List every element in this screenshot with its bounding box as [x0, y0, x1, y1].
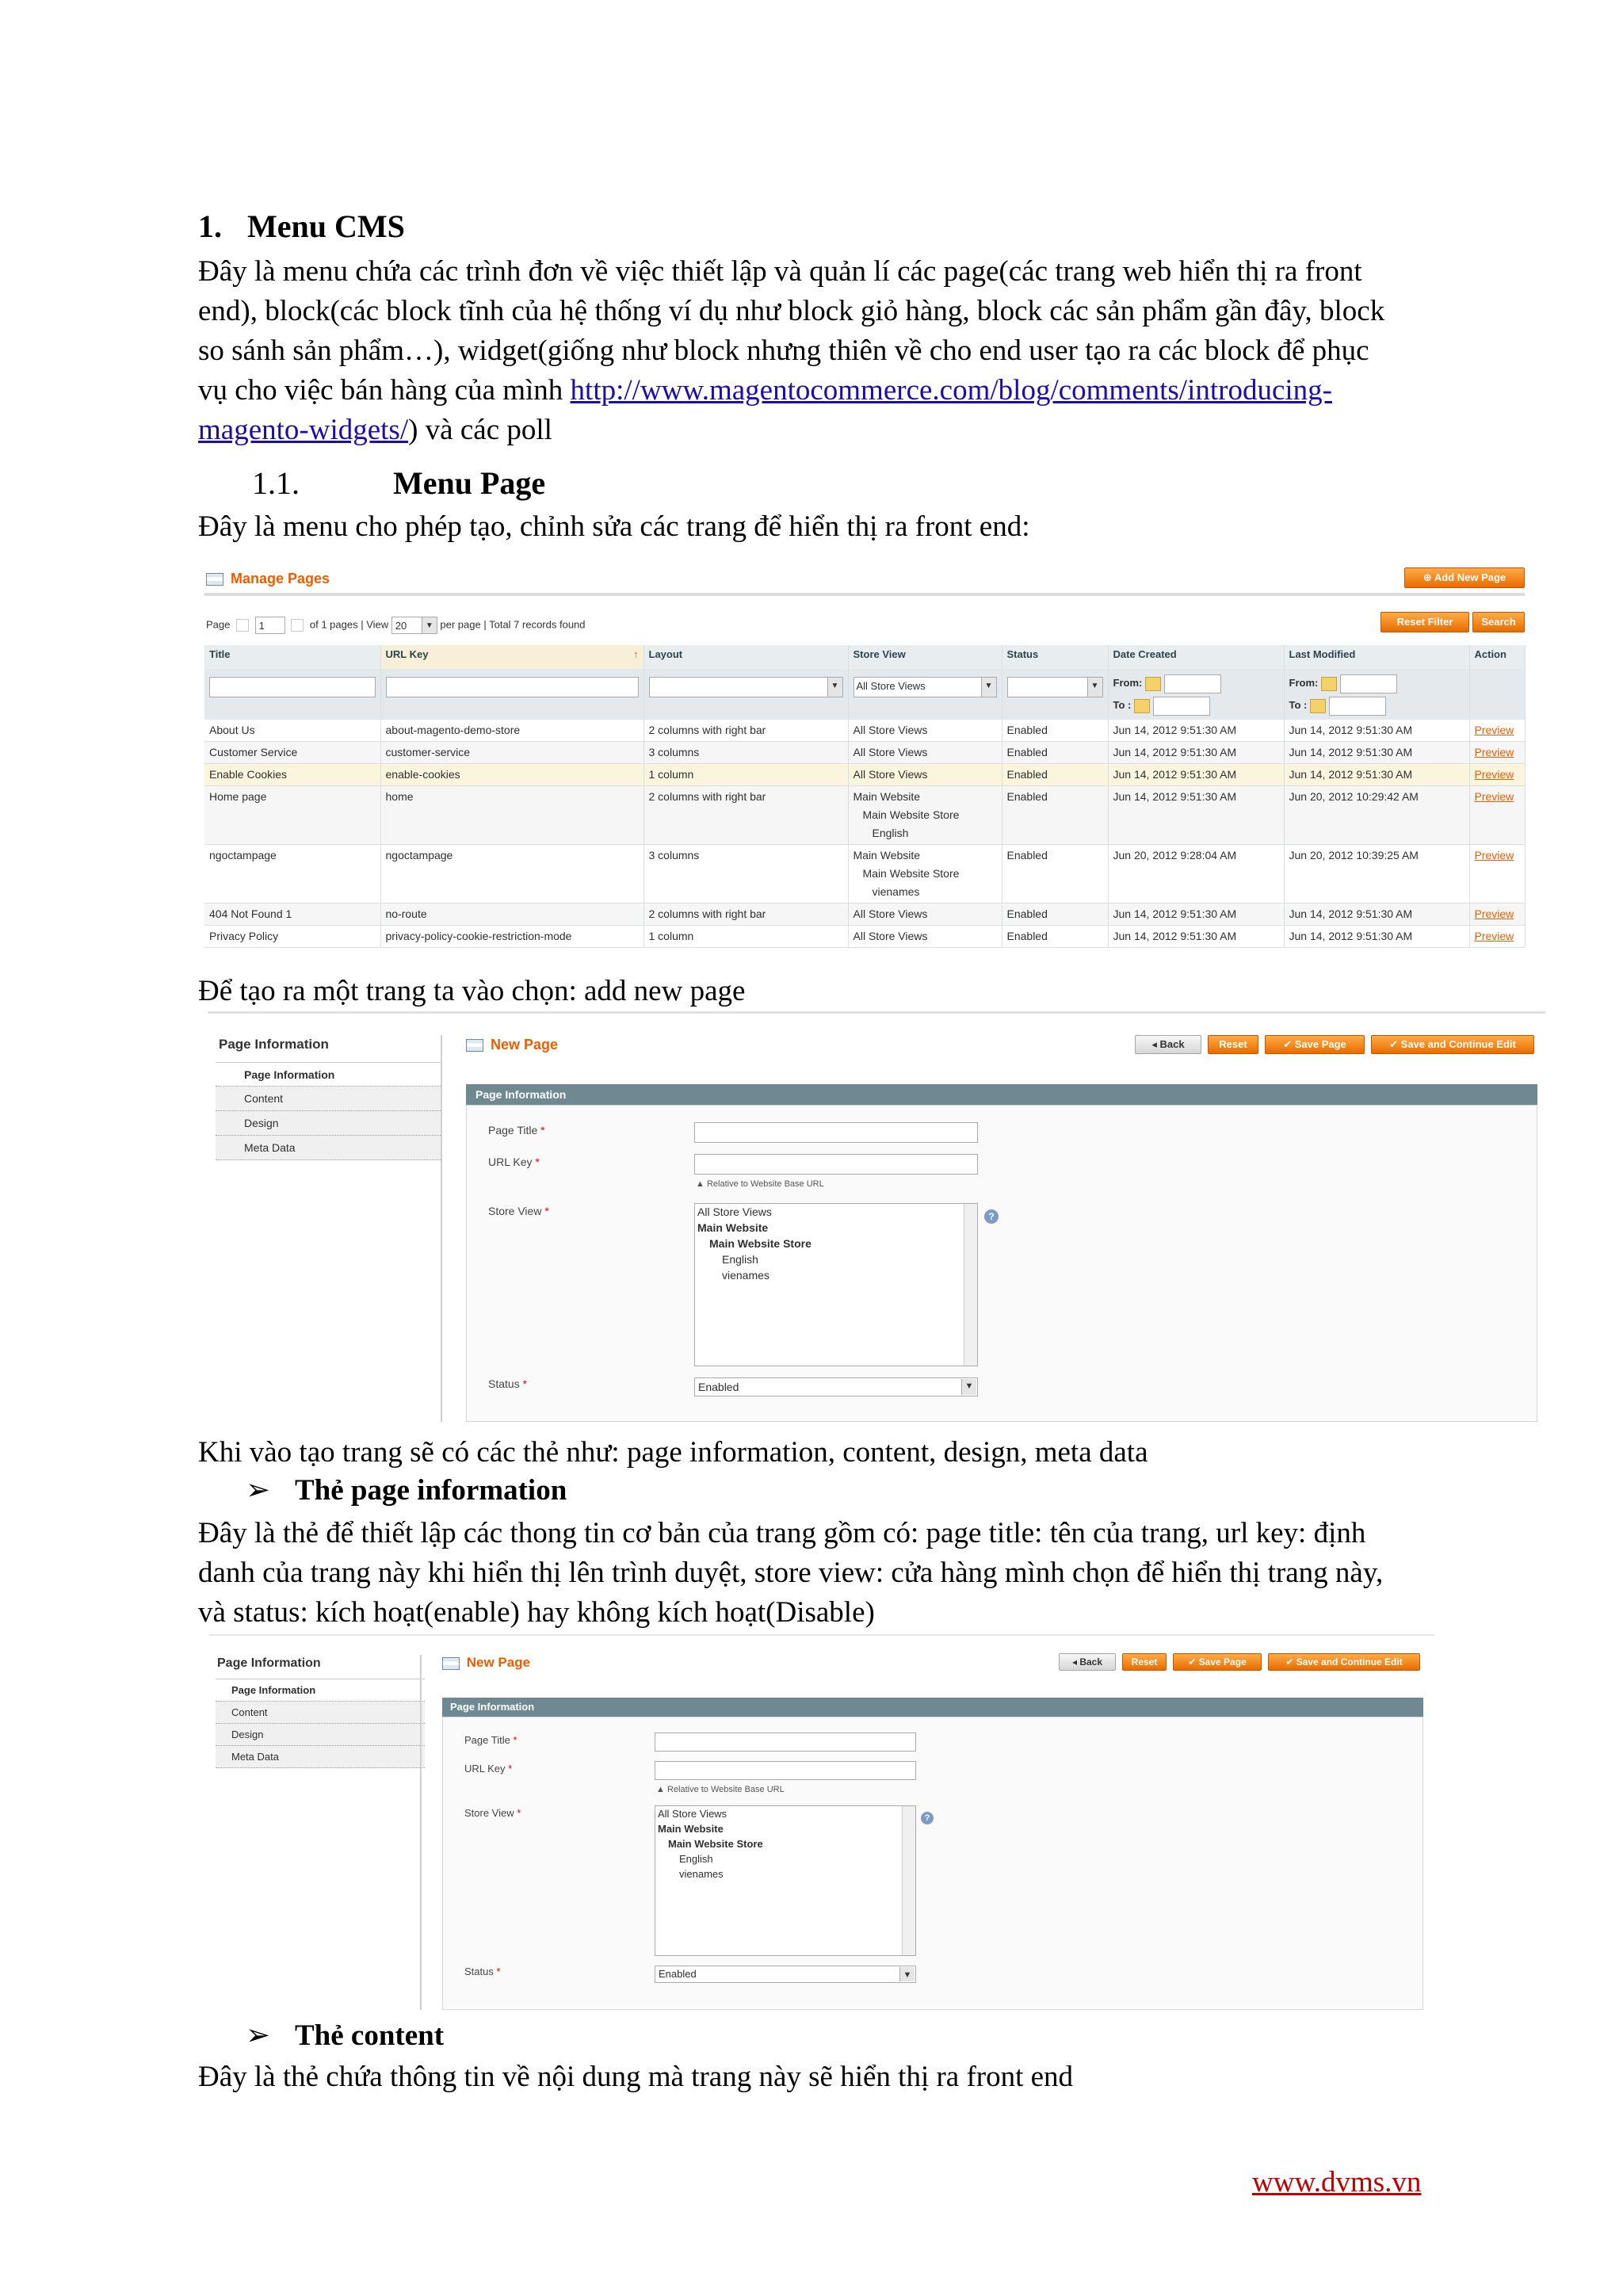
from-label: From:: [1289, 677, 1319, 689]
label-text: Store View: [464, 1807, 514, 1819]
back-button[interactable]: [1059, 1653, 1116, 1671]
save-continue-button[interactable]: [1371, 1035, 1534, 1054]
modified-from-input[interactable]: [1340, 674, 1397, 693]
records-total: Total 7 records found: [489, 618, 586, 631]
label-text: Status: [488, 1377, 520, 1390]
save-continue-label: Save and Continue Edit: [1296, 1656, 1403, 1668]
label-text: URL Key: [464, 1763, 506, 1775]
created-to: [1113, 694, 1279, 716]
cell-url: enable-cookies: [380, 764, 643, 786]
note-text: Relative to Website Base URL: [666, 1785, 785, 1794]
required-icon: *: [540, 1124, 545, 1137]
required-icon: *: [508, 1763, 513, 1775]
preview-link[interactable]: Preview: [1474, 907, 1514, 920]
table-row[interactable]: [204, 926, 1525, 948]
modified-to-input[interactable]: [1329, 697, 1386, 716]
store-option[interactable]: vienames: [722, 1269, 769, 1282]
back-label: Back: [1159, 1038, 1185, 1050]
cell-store: All Store Views: [848, 904, 1002, 926]
new-page-screenshot: [208, 1011, 1545, 1423]
cell-created: Jun 14, 2012 9:51:30 AM: [1108, 742, 1284, 764]
cell-url: customer-service: [380, 742, 643, 764]
page-title-label: [488, 1124, 545, 1137]
url-key-note: [696, 1179, 824, 1189]
section-heading: [198, 208, 405, 245]
store-option[interactable]: English: [722, 1253, 758, 1266]
url-key-label: [464, 1763, 512, 1775]
cell-status: Enabled: [1002, 720, 1108, 742]
cell-created: Jun 14, 2012 9:51:30 AM: [1108, 786, 1284, 845]
url-key-input[interactable]: [694, 1154, 978, 1175]
column-header[interactable]: Status: [1002, 645, 1108, 669]
tab-page-information[interactable]: Page Information: [216, 1063, 441, 1087]
sidebar-title: Page Information: [217, 1656, 321, 1670]
store-option[interactable]: All Store Views: [658, 1808, 727, 1820]
cell-url: about-magento-demo-store: [380, 720, 643, 742]
cell-layout: 2 columns with right bar: [643, 786, 848, 845]
chevron-down-icon: ▼: [1087, 678, 1102, 697]
intro-line: end), block(các block tĩnh của hệ thống ví dụ như block giỏ hàng, block các sản phẩm gần đây, block: [198, 295, 1385, 327]
grid-header-row: [204, 645, 1525, 669]
column-header-label: URL Key: [385, 648, 429, 660]
cell-modified: Jun 14, 2012 9:51:30 AM: [1284, 742, 1469, 764]
pager-of-pages: of 1 pages: [309, 618, 358, 631]
sidebar-divider: [420, 1655, 422, 2010]
subsection-number: 1.1.: [252, 465, 300, 501]
required-icon: *: [544, 1205, 549, 1217]
status-value: Enabled: [698, 1381, 739, 1393]
arrow-bullet-icon: ➢: [246, 1474, 271, 1507]
save-continue-label: Save and Continue Edit: [1400, 1038, 1516, 1050]
tab-content[interactable]: Content: [216, 1702, 425, 1724]
intro-line-text: ) và các poll: [408, 414, 552, 446]
prev-page-icon[interactable]: [236, 619, 249, 632]
subsection-title: Menu Page: [393, 465, 546, 501]
calendar-icon[interactable]: [1321, 677, 1337, 691]
column-header: Action: [1469, 645, 1525, 669]
back-arrow-icon: ◂: [1071, 1656, 1080, 1668]
section-number: 1.: [198, 208, 222, 244]
check-icon: ✔: [1389, 1038, 1401, 1050]
store-website: Main Website: [853, 790, 921, 803]
status-filter-select[interactable]: [1007, 677, 1103, 697]
status-label: [464, 1966, 501, 1977]
cell-modified: Jun 20, 2012 10:29:42 AM: [1284, 786, 1469, 845]
page-title: Manage Pages: [231, 571, 330, 586]
back-arrow-icon: ◂: [1151, 1038, 1160, 1050]
pager-label: Page: [206, 618, 231, 631]
help-icon[interactable]: ?: [984, 1209, 999, 1224]
tab-meta-data[interactable]: Meta Data: [216, 1746, 425, 1768]
preview-link[interactable]: Preview: [1474, 790, 1514, 803]
intro-line-text: vụ cho việc bán hàng của mình: [198, 374, 571, 407]
note-arrow-icon: ▲: [656, 1785, 667, 1794]
cell-layout: 2 columns with right bar: [643, 720, 848, 742]
required-icon: *: [513, 1734, 517, 1746]
cell-store: All Store Views: [848, 926, 1002, 948]
column-header[interactable]: Layout: [643, 645, 848, 669]
cell-status: Enabled: [1002, 926, 1108, 948]
bullet-content: [246, 2018, 444, 2053]
filter-row: [204, 669, 1525, 720]
required-icon: *: [535, 1156, 540, 1168]
sort-arrow-icon: ↑: [633, 648, 639, 660]
cell-created: Jun 14, 2012 9:51:30 AM: [1108, 764, 1284, 786]
calendar-icon[interactable]: [1145, 677, 1161, 691]
bullet-title: Thẻ content: [295, 2019, 445, 2052]
sidebar-title: Page Information: [219, 1037, 329, 1052]
column-header[interactable]: Last Modified: [1284, 645, 1469, 669]
store-view: English: [872, 827, 909, 839]
column-header[interactable]: Title: [204, 645, 380, 669]
status-select[interactable]: [694, 1377, 978, 1396]
pages-grid: [204, 645, 1526, 948]
cell-title: Home page: [204, 786, 380, 845]
tab-design[interactable]: Design: [216, 1111, 441, 1136]
cell-title: Enable Cookies: [204, 764, 380, 786]
manage-pages-screenshot: [204, 564, 1525, 968]
store-filter-select[interactable]: [854, 677, 997, 697]
cell-title: Customer Service: [204, 742, 380, 764]
cell-store: All Store Views: [848, 720, 1002, 742]
preview-link[interactable]: Preview: [1474, 724, 1514, 736]
add-new-page-button[interactable]: [1404, 567, 1525, 588]
required-icon: *: [496, 1966, 501, 1977]
scrollbar[interactable]: [902, 1806, 915, 1955]
status-value: Enabled: [659, 1968, 697, 1980]
page-input[interactable]: 1: [255, 617, 285, 634]
store-group: Main Website Store: [862, 808, 960, 821]
title-filter-input[interactable]: [209, 677, 376, 697]
cell-layout: 3 columns: [643, 845, 848, 904]
note-text: Relative to Website Base URL: [706, 1179, 824, 1189]
cell-modified: Jun 14, 2012 9:51:30 AM: [1284, 926, 1469, 948]
table-row[interactable]: [204, 786, 1525, 845]
save-continue-button[interactable]: [1268, 1653, 1420, 1671]
sidebar-divider: [441, 1035, 442, 1422]
tab-content[interactable]: Content: [216, 1087, 441, 1111]
store-view: vienames: [872, 885, 920, 898]
calendar-icon[interactable]: [1134, 699, 1150, 713]
store-group: Main Website Store: [862, 867, 960, 880]
chevron-down-icon: ▼: [422, 617, 437, 633]
chevron-down-icon: ▼: [899, 1967, 915, 1981]
cell-store: [848, 845, 1002, 904]
page-info-description: [198, 1514, 1434, 1633]
store-option-group: Main Website Store: [709, 1237, 812, 1250]
store-option-group: Main Website: [658, 1823, 724, 1835]
subsection-text: Đây là menu cho phép tạo, chỉnh sửa các trang để hiển thị ra front end:: [198, 510, 1030, 543]
form-header: [466, 1037, 558, 1053]
table-row[interactable]: [204, 742, 1525, 764]
store-option[interactable]: All Store Views: [697, 1205, 772, 1218]
intro-line: so sánh sản phẩm…), widget(giống như block nhưng thiên về cho end user tạo ra các block để phục: [198, 334, 1369, 367]
cell-status: Enabled: [1002, 764, 1108, 786]
search-button[interactable]: Search: [1472, 612, 1525, 632]
to-label: To :: [1289, 699, 1308, 711]
cell-status: Enabled: [1002, 845, 1108, 904]
url-key-input[interactable]: [655, 1761, 916, 1780]
page-title-label: [464, 1734, 517, 1746]
plus-icon: ⊕: [1423, 571, 1434, 583]
cell-modified: Jun 20, 2012 10:39:25 AM: [1284, 845, 1469, 904]
scrollbar[interactable]: [964, 1204, 977, 1366]
table-row[interactable]: [204, 904, 1525, 926]
created-to-input[interactable]: [1153, 697, 1210, 716]
section-title: Menu CMS: [247, 208, 405, 244]
chevron-down-icon: ▼: [981, 678, 996, 697]
page-tabs: [216, 1062, 441, 1160]
page-tabs: [216, 1679, 425, 1768]
status-select[interactable]: [655, 1966, 916, 1983]
to-label: To :: [1113, 699, 1132, 711]
description-line: và status: kích hoạt(enable) hay không kích hoạt(Disable): [198, 1596, 875, 1629]
table-row[interactable]: [204, 720, 1525, 742]
per-page-value: 20: [395, 620, 407, 632]
cell-title: Privacy Policy: [204, 926, 380, 948]
new-page-screenshot-2: [209, 1634, 1434, 2015]
form-title: New Page: [466, 1655, 531, 1670]
divider: [209, 1634, 1434, 1636]
content-description: Đây là thẻ chứa thông tin về nội dung mà trang này sẽ hiển thị ra front end: [198, 2061, 1074, 2093]
tab-design[interactable]: Design: [216, 1724, 425, 1746]
label-text: Store View: [488, 1205, 542, 1217]
label-text: URL Key: [488, 1156, 533, 1168]
subsection-heading: [252, 464, 545, 502]
from-label: From:: [1113, 677, 1143, 689]
cell-url: ngoctampage: [380, 845, 643, 904]
cell-modified: Jun 14, 2012 9:51:30 AM: [1284, 904, 1469, 926]
back-button[interactable]: [1135, 1035, 1201, 1054]
required-icon: *: [517, 1807, 521, 1819]
grid-icon: [466, 1039, 483, 1052]
modified-from: [1289, 672, 1465, 694]
cell-url: privacy-policy-cookie-restriction-mode: [380, 926, 643, 948]
bullet-title: Thẻ page information: [295, 1474, 567, 1507]
created-from: [1113, 672, 1279, 694]
footer-link[interactable]: www.dvms.vn: [1252, 2166, 1422, 2199]
fieldset-header: Page Information: [466, 1084, 1537, 1105]
preview-link[interactable]: Preview: [1474, 746, 1514, 758]
check-icon: ✔: [1283, 1038, 1295, 1050]
save-label: Save Page: [1198, 1656, 1247, 1668]
store-option-group: Main Website Store: [668, 1838, 763, 1850]
intro-line: Đây là menu chứa các trình đơn về việc thiết lập và quản lí các page(các trang web hiển thị ra front: [198, 255, 1362, 288]
calendar-icon[interactable]: [1310, 699, 1326, 713]
created-from-input[interactable]: [1164, 674, 1221, 693]
grid-icon: [206, 573, 223, 586]
tab-meta-data[interactable]: Meta Data: [216, 1136, 441, 1160]
cell-created: Jun 14, 2012 9:51:30 AM: [1108, 904, 1284, 926]
preview-link[interactable]: Preview: [1474, 768, 1514, 781]
label-text: Page Title: [488, 1124, 538, 1137]
cell-layout: 2 columns with right bar: [643, 904, 848, 926]
table-row[interactable]: [204, 845, 1525, 904]
column-header[interactable]: Store View: [848, 645, 1002, 669]
cell-layout: 3 columns: [643, 742, 848, 764]
column-header-sorted[interactable]: [380, 645, 643, 669]
reset-filter-button[interactable]: Reset Filter: [1381, 612, 1469, 632]
label-text: Page Title: [464, 1734, 510, 1746]
preview-link[interactable]: Preview: [1474, 930, 1514, 942]
cell-title: ngoctampage: [204, 845, 380, 904]
page-title-input[interactable]: [655, 1733, 916, 1752]
cell-url: no-route: [380, 904, 643, 926]
section-intro: [198, 252, 1434, 450]
cell-title: About Us: [204, 720, 380, 742]
check-icon: ✔: [1285, 1656, 1296, 1668]
url-filter-input[interactable]: [386, 677, 639, 697]
save-page-button[interactable]: [1173, 1653, 1262, 1671]
cell-modified: Jun 14, 2012 9:51:30 AM: [1284, 764, 1469, 786]
store-view-multiselect[interactable]: [655, 1805, 916, 1956]
save-label: Save Page: [1294, 1038, 1346, 1050]
fieldset-body: [442, 1717, 1423, 2010]
widgets-link[interactable]: http://www.magentocommerce.com/blog/comments/introducing-: [570, 374, 1332, 407]
widgets-link-cont[interactable]: magento-widgets/: [198, 414, 409, 446]
chevron-down-icon: ▼: [961, 1379, 976, 1395]
table-row-highlighted[interactable]: [204, 764, 1525, 786]
pager-view-label: View: [366, 618, 389, 631]
cell-url: home: [380, 786, 643, 845]
cell-created: Jun 14, 2012 9:51:30 AM: [1108, 926, 1284, 948]
column-header[interactable]: Date Created: [1108, 645, 1284, 669]
cell-store: All Store Views: [848, 742, 1002, 764]
reset-button[interactable]: Reset: [1208, 1035, 1258, 1054]
per-page-select[interactable]: [391, 617, 437, 634]
description-line: Đây là thẻ để thiết lập các thong tin cơ bản của trang gồm có: page title: tên của trang, url key: định: [198, 1517, 1366, 1549]
store-option[interactable]: English: [679, 1853, 713, 1865]
store-view-label: [488, 1205, 549, 1217]
reset-button[interactable]: Reset: [1122, 1653, 1167, 1671]
description-line: danh của trang này khi hiển thị lên trình duyệt, store view: cửa hàng mình chọn để hiển thị trang này,: [198, 1557, 1384, 1589]
required-icon: *: [522, 1377, 528, 1390]
store-website: Main Website: [853, 849, 921, 861]
add-new-text: Để tạo ra một trang ta vào chọn: add new page: [198, 975, 746, 1007]
add-new-page-label: Add New Page: [1434, 571, 1507, 583]
manage-pages-header: [206, 571, 330, 587]
fieldset-body: [466, 1105, 1537, 1422]
form-header: [442, 1655, 530, 1671]
status-label: [488, 1377, 527, 1390]
pager-per-page: per page: [440, 618, 481, 631]
store-filter-value: All Store Views: [856, 680, 926, 692]
cell-store: All Store Views: [848, 764, 1002, 786]
cell-created: Jun 20, 2012 9:28:04 AM: [1108, 845, 1284, 904]
url-key-label: [488, 1156, 540, 1168]
url-key-note: [656, 1785, 785, 1794]
preview-link[interactable]: Preview: [1474, 849, 1514, 861]
cell-status: Enabled: [1002, 742, 1108, 764]
cell-layout: 1 column: [643, 926, 848, 948]
store-view-multiselect[interactable]: [694, 1203, 978, 1366]
modified-to: [1289, 694, 1465, 716]
cell-created: Jun 14, 2012 9:51:30 AM: [1108, 720, 1284, 742]
fieldset-header: Page Information: [442, 1698, 1423, 1717]
store-option[interactable]: vienames: [679, 1868, 724, 1880]
check-icon: ✔: [1188, 1656, 1199, 1668]
cell-store: [848, 786, 1002, 845]
layout-filter-select[interactable]: [649, 677, 843, 697]
cell-status: Enabled: [1002, 904, 1108, 926]
page-title-input[interactable]: [694, 1122, 978, 1143]
chevron-down-icon: ▼: [827, 678, 842, 697]
label-text: Status: [464, 1966, 494, 1977]
store-option-group: Main Website: [697, 1221, 769, 1234]
save-page-button[interactable]: [1265, 1035, 1365, 1054]
divider: [208, 1011, 1545, 1014]
pager: Page 1 of 1 pages | View 20 ▼ per page | Total 7 records found: [206, 617, 586, 634]
back-label: Back: [1079, 1656, 1103, 1668]
cell-layout: 1 column: [643, 764, 848, 786]
cell-modified: Jun 14, 2012 9:51:30 AM: [1284, 720, 1469, 742]
help-icon[interactable]: ?: [921, 1812, 934, 1824]
grid-icon: [442, 1657, 460, 1670]
cell-status: Enabled: [1002, 786, 1108, 845]
cell-title: 404 Not Found 1: [204, 904, 380, 926]
tabs-text: Khi vào tạo trang sẽ có các thẻ như: page information, content, design, meta data: [198, 1436, 1148, 1469]
note-arrow-icon: ▲: [696, 1179, 707, 1189]
store-view-label: [464, 1807, 521, 1819]
form-title: New Page: [491, 1037, 559, 1052]
next-page-icon[interactable]: [291, 619, 304, 632]
intro-line: [198, 371, 1434, 411]
tab-page-information[interactable]: Page Information: [216, 1679, 425, 1702]
divider: [204, 593, 1525, 596]
bullet-page-information: [246, 1473, 567, 1507]
intro-line: [198, 411, 1434, 450]
arrow-bullet-icon: ➢: [246, 2019, 271, 2052]
